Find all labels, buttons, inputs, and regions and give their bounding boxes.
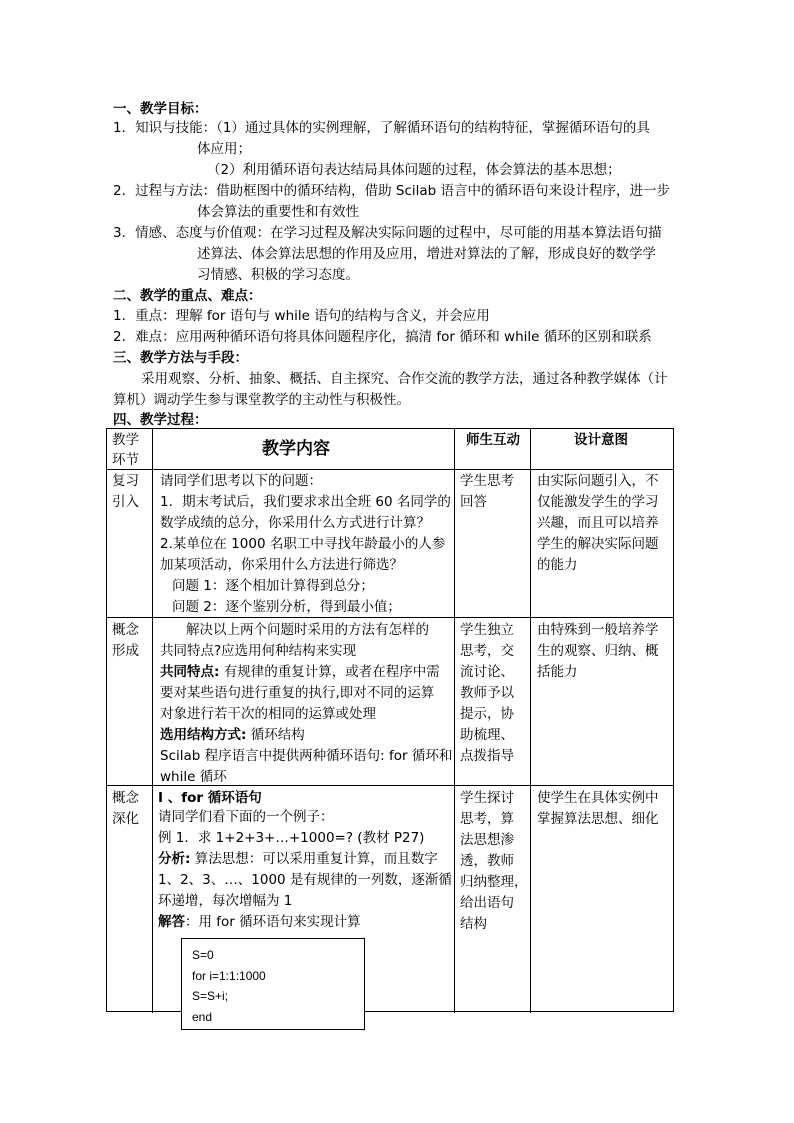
objective-1-line-2: 体应用； xyxy=(197,141,251,157)
row2-scilab-1: Scilab 程序语言中提供两种循环语句: for 循环和 xyxy=(160,748,453,764)
section3-heading: 三、教学方法与手段： xyxy=(113,350,248,366)
row2-common-line-2: 要对某些语句进行重复的执行,即对不同的运算 xyxy=(160,685,435,701)
row2-interaction-6: 助梳理、 xyxy=(460,727,514,743)
difficult-point: 2．难点：应用两种循环语句将具体问题程序化，搞清 for 循环和 while 循环的区别和联系 xyxy=(113,329,652,345)
row1-design-2: 仅能激发学生的学习 xyxy=(537,494,659,510)
table-col-divider-2 xyxy=(454,428,455,1013)
table-row-divider-1 xyxy=(106,469,674,470)
row2-content-2: 共同特点?应选用何种结构来实现 xyxy=(160,643,357,659)
row2-interaction-2: 思考，交 xyxy=(460,643,514,659)
section1-heading: 一、教学目标： xyxy=(113,101,208,117)
row1-content-1: 请同学们思考以下的问题： xyxy=(160,473,322,489)
row3-interaction-3: 法思想渗 xyxy=(460,832,514,848)
row1-content-2: 1．期末考试后，我们要求求出全班 60 名同学的 xyxy=(160,494,451,510)
row3-answer-line xyxy=(158,912,361,933)
row2-interaction-3: 流讨论、 xyxy=(460,664,514,680)
row2-scilab-2: while 循环 xyxy=(160,769,227,785)
row3-analysis-line-3: 环递增，每次增幅为 1 xyxy=(158,893,293,909)
row3-stage-2: 深化 xyxy=(112,811,139,827)
row3-design-1: 使学生在具体实例中 xyxy=(537,790,659,806)
row1-content-6: 问题 1：逐个相加计算得到总分； xyxy=(172,578,374,594)
row1-content-3: 数学成绩的总分，你采用什么方式进行计算？ xyxy=(160,515,430,531)
code-block xyxy=(181,938,365,1030)
code-line-2: for i=1:1:1000 xyxy=(192,968,266,983)
code-line-1: S=0 xyxy=(192,948,214,962)
common-features-label: 共同特点: xyxy=(160,664,220,680)
header-design: 设计意图 xyxy=(574,432,628,448)
objective-3-line-2: 述算法、体会算法思想的作用及应用，增进对算法的了解，形成良好的数学学 xyxy=(197,246,656,262)
analysis-label: 分析: xyxy=(158,851,191,867)
row3-design-2: 掌握算法思想、细化 xyxy=(537,811,659,827)
code-line-4: end xyxy=(192,1009,213,1024)
row2-stage-2: 形成 xyxy=(112,643,139,659)
row2-design-1: 由特殊到一般培养学 xyxy=(537,622,659,638)
objective-2-line-2: 体会算法的重要性和有效性 xyxy=(197,204,359,220)
objective-3-line-3: 习情感、积极的学习态度。 xyxy=(197,267,359,283)
method-line-2: 算机）调动学生参与课堂教学的主动性与积极性。 xyxy=(113,392,410,408)
row3-line-2: 例 1．求 1+2+3+…+1000=? (教材 P27) xyxy=(158,830,425,846)
table-col-divider-3 xyxy=(530,428,531,1013)
row2-design-2: 生的观察、归纳、概 xyxy=(537,643,659,659)
row1-design-4: 学生的解决实际问题 xyxy=(537,536,659,552)
header-stage-1: 教学 xyxy=(112,432,139,448)
answer-label: 解答 xyxy=(158,914,185,930)
common-features-text: 有规律的重复计算，或者在程序中需 xyxy=(219,664,440,680)
row3-interaction-4: 透，教师 xyxy=(460,853,514,869)
objective-2-line-1: 2．过程与方法：借助框图中的循环结构，借助 Scilab 语言中的循环语句来设计程序，进一步 xyxy=(113,183,671,199)
row3-analysis-line-1 xyxy=(158,849,438,870)
row3-interaction-2: 思考，算 xyxy=(460,811,514,827)
row3-interaction-1: 学生探讨 xyxy=(460,790,514,806)
row2-content-1: 解决以上两个问题时采用的方法有怎样的 xyxy=(186,622,429,638)
row2-common-line-3: 对象进行若干次的相同的运算或处理 xyxy=(160,706,376,722)
row1-content-7: 问题 2：逐个鉴别分析，得到最小值； xyxy=(172,599,401,615)
row1-stage-2: 引入 xyxy=(112,494,139,510)
objective-3-line-1: 3．情感、态度与价值观：在学习过程及解决实际问题的过程中，尽可能的用基本算法语句描 xyxy=(113,225,662,241)
row3-line-1: 请同学们看下面的一个例子： xyxy=(158,809,334,825)
row2-interaction-4: 教师予以 xyxy=(460,685,514,701)
select-structure-label: 选用结构方式: xyxy=(160,727,247,743)
answer-text: ：用 for 循环语句来实现计算 xyxy=(185,914,361,930)
table-col-divider-1 xyxy=(152,428,153,1013)
select-structure-value: 循环结构 xyxy=(246,727,305,743)
row1-design-5: 的能力 xyxy=(537,557,578,573)
section4-heading: 四、教学过程： xyxy=(113,412,208,428)
objective-1-line-3: （2）利用循环语句表达结局具体问题的过程，体会算法的基本思想； xyxy=(207,162,621,178)
objective-1-line-1: 1．知识与技能：（1）通过具体的实例理解，了解循环语句的结构特征，掌握循环语句的具 xyxy=(113,120,650,136)
key-point: 1．重点：理解 for 语句与 while 语句的结构与含义，并会应用 xyxy=(113,308,490,324)
row3-interaction-6: 给出语句 xyxy=(460,895,514,911)
row2-interaction-7: 点拨指导 xyxy=(460,748,514,764)
header-stage-2: 环节 xyxy=(112,452,139,468)
row2-select-line xyxy=(160,725,305,746)
code-line-3: S=S+i; xyxy=(192,989,229,1003)
header-content: 教学内容 xyxy=(262,439,330,459)
row2-design-3: 括能力 xyxy=(537,664,578,680)
row2-common-line-1 xyxy=(160,662,440,683)
row1-design-1: 由实际问题引入，不 xyxy=(537,473,659,489)
analysis-text: 算法思想：可以采用重复计算，而且数字 xyxy=(190,851,438,867)
row2-interaction-5: 提示，协 xyxy=(460,706,514,722)
method-line-1: 采用观察、分析、抽象、概括、自主探究、合作交流的教学方法，通过各种教学媒体（计 xyxy=(141,371,668,387)
row1-interaction-1: 学生思考 xyxy=(460,473,514,489)
row1-content-4: 2.某单位在 1000 名职工中寻找年龄最小的人参 xyxy=(160,536,446,552)
row3-analysis-line-2: 1、2、3、…、1000 是有规律的一列数，逐渐循 xyxy=(158,872,452,888)
row1-design-3: 兴趣，而且可以培养 xyxy=(537,515,659,531)
row2-stage-1: 概念 xyxy=(112,622,139,638)
row1-stage-1: 复习 xyxy=(112,473,139,489)
header-interaction: 师生互动 xyxy=(466,432,520,448)
row3-title: Ⅰ 、for 循环语句 xyxy=(158,790,262,806)
row1-interaction-2: 回答 xyxy=(460,494,487,510)
section2-heading: 二、教学的重点、难点： xyxy=(113,288,262,304)
row3-stage-1: 概念 xyxy=(112,790,139,806)
row3-interaction-7: 结构 xyxy=(460,916,487,932)
row2-interaction-1: 学生独立 xyxy=(460,622,514,638)
row1-content-5: 加某项活动，你采用什么方法进行筛选？ xyxy=(160,557,403,573)
row3-interaction-5: 归纳整理， xyxy=(460,874,528,890)
